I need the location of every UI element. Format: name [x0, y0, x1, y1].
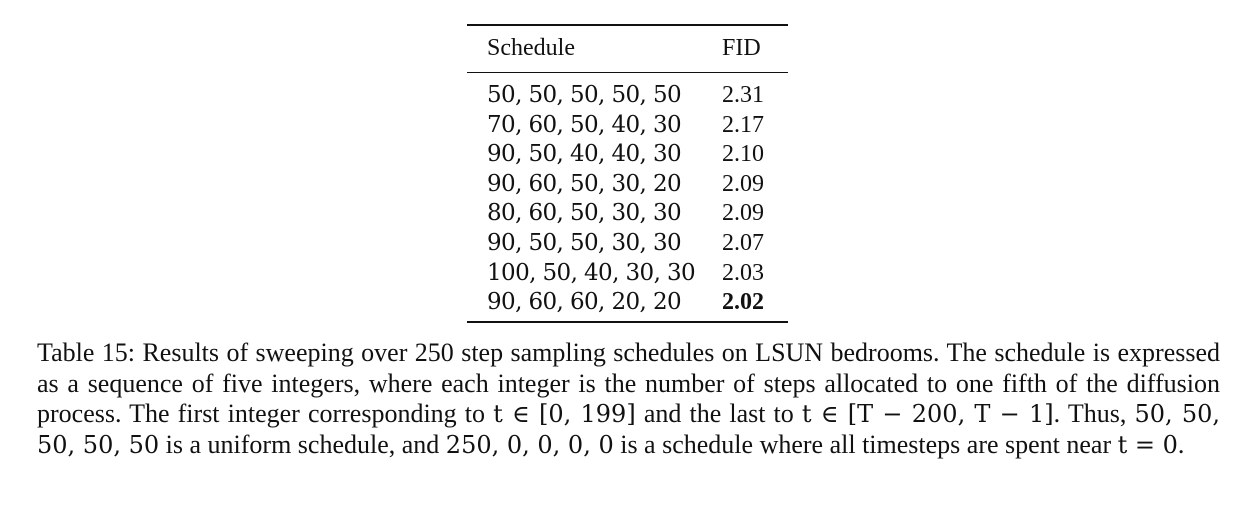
schedule-cell: 100, 50, 40, 30, 30 [487, 259, 696, 286]
table-row [467, 170, 788, 200]
caption-text-1: Results of sweeping over 250 step sampling schedules on LSUN bedrooms. The schedule is expressed as a sequence of five integers, where each integer is the number of steps allocated to one fifth of the diffusion process. The first integer corresponding to [37, 338, 1221, 428]
caption-text-3: . Thus, [1053, 399, 1135, 428]
caption-math-4: 250, 0, 0, 0, 0 [445, 430, 614, 459]
fid-cell: 2.09 [722, 170, 764, 197]
table-row [467, 111, 788, 141]
fid-cell: 2.31 [722, 82, 764, 108]
caption-text-4: is a uniform schedule, and [159, 429, 446, 459]
caption-math-3: 50, 50, 50, 50, 50 [37, 400, 1221, 459]
table-row [467, 229, 788, 259]
fid-cell: 2.10 [722, 141, 764, 168]
table-row [467, 288, 788, 322]
table-header-row [467, 25, 788, 73]
table-row [467, 140, 788, 170]
table-row [467, 259, 788, 289]
table-row [467, 199, 788, 229]
schedule-column-header: Schedule [487, 35, 575, 61]
table-row [467, 73, 788, 111]
caption-text-5: is a schedule where all timesteps are spent near [613, 429, 1118, 459]
fid-cell: 2.17 [722, 111, 764, 138]
caption-math-2: t ∈ [T − 200, T − 1] [801, 400, 1054, 428]
caption-text-6: . [1177, 429, 1185, 459]
fid-cell: 2.03 [722, 259, 764, 286]
fid-cell-best: 2.02 [722, 289, 764, 316]
caption-math-5: t = 0 [1117, 430, 1178, 459]
caption-text-2: and the last to [635, 399, 802, 428]
schedule-cell: 90, 50, 40, 40, 30 [487, 141, 682, 168]
fid-cell: 2.07 [722, 229, 764, 256]
schedule-cell: 50, 50, 50, 50, 50 [487, 82, 682, 108]
schedule-cell: 80, 60, 50, 30, 30 [487, 200, 682, 227]
schedule-cell: 90, 50, 50, 30, 30 [487, 229, 682, 256]
table-caption [37, 338, 1220, 460]
table-body [467, 73, 788, 322]
caption-label: Table 15: [37, 338, 136, 367]
schedule-cell: 90, 60, 60, 20, 20 [487, 289, 682, 316]
results-table-container [467, 24, 788, 323]
caption-math-1: t ∈ [0, 199] [493, 400, 636, 428]
schedule-cell: 70, 60, 50, 40, 30 [487, 111, 682, 138]
fid-cell: 2.09 [722, 200, 764, 227]
fid-column-header: FID [722, 35, 761, 61]
results-table [467, 24, 788, 323]
schedule-cell: 90, 60, 50, 30, 20 [487, 170, 682, 197]
